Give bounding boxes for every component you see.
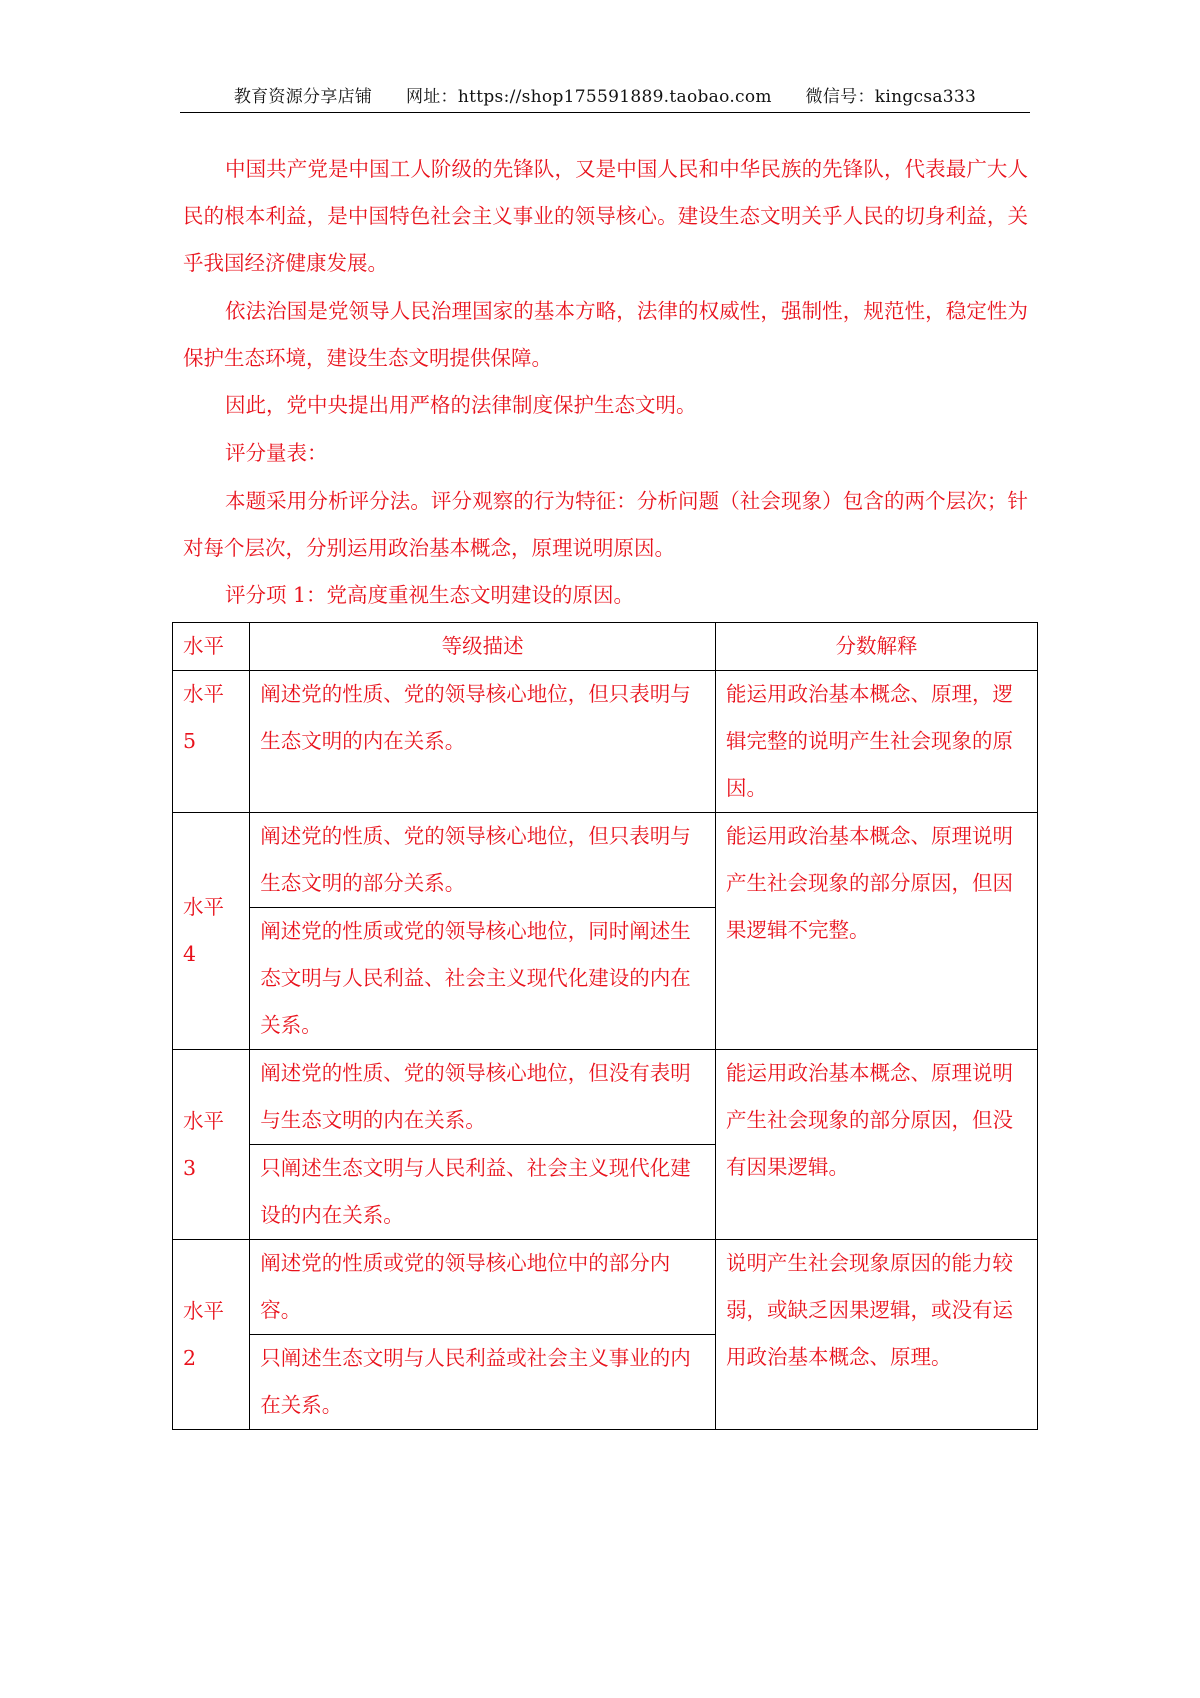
- page-header: [180, 82, 1030, 112]
- header-description: 等级描述: [250, 623, 716, 671]
- paragraph-scoring-item: 评分项 1：党高度重视生态文明建设的原因。: [225, 583, 635, 607]
- level-cell: 水平 4: [173, 813, 250, 1050]
- level-cell: 水平 2: [173, 1240, 250, 1430]
- score-cell: 能运用政治基本概念、原理，逻辑完整的说明产生社会现象的原因。: [716, 671, 1038, 813]
- header-wechat: 微信号：kingcsa333: [805, 87, 977, 107]
- score-cell: 能运用政治基本概念、原理说明产生社会现象的部分原因，但没有因果逻辑。: [716, 1050, 1038, 1240]
- paragraph-rule-of-law: 依法治国是党领导人民治理国家的基本方略，法律的权威性，强制性，规范性，稳定性为保护生态环境，建设生态文明提供保障。: [183, 299, 1028, 370]
- table-row: [173, 1050, 1038, 1145]
- table-row: [173, 813, 1038, 908]
- level-cell: 水平 5: [173, 671, 250, 813]
- description-cell: 阐述党的性质或党的领导核心地位，同时阐述生态文明与人民利益、社会主义现代化建设的内在关系。: [250, 908, 716, 1050]
- header-divider: [180, 112, 1030, 113]
- paragraph-conclusion: 因此，党中央提出用严格的法律制度保护生态文明。: [225, 393, 697, 417]
- score-cell: 能运用政治基本概念、原理说明产生社会现象的部分原因，但因果逻辑不完整。: [716, 813, 1038, 1050]
- header-website: 网址：https://shop175591889.taobao.com: [405, 87, 772, 107]
- description-cell: 阐述党的性质、党的领导核心地位，但只表明与生态文明的内在关系。: [250, 671, 716, 813]
- table-row: [173, 671, 1038, 813]
- paragraph-party-nature: 中国共产党是中国工人阶级的先锋队，又是中国人民和中华民族的先锋队，代表最广大人民的根本利益，是中国特色社会主义事业的领导核心。建设生态文明关乎人民的切身利益，关乎我国经济健康发展。: [183, 157, 1028, 275]
- level-cell: 水平 3: [173, 1050, 250, 1240]
- rubric-table: [172, 622, 1038, 1430]
- table-row: [173, 1240, 1038, 1335]
- description-cell: 阐述党的性质、党的领导核心地位，但没有表明与生态文明的内在关系。: [250, 1050, 716, 1145]
- paragraph-rubric-title: 评分量表：: [225, 441, 328, 465]
- header-score-explanation: 分数解释: [716, 623, 1038, 671]
- description-cell: 只阐述生态文明与人民利益或社会主义事业的内在关系。: [250, 1335, 716, 1430]
- table-header-row: [173, 623, 1038, 671]
- description-cell: 阐述党的性质、党的领导核心地位，但只表明与生态文明的部分关系。: [250, 813, 716, 908]
- header-level: 水平: [173, 623, 250, 671]
- paragraph-rubric-method: 本题采用分析评分法。评分观察的行为特征：分析问题（社会现象）包含的两个层次；针对每个层次，分别运用政治基本概念，原理说明原因。: [183, 489, 1028, 560]
- description-cell: 只阐述生态文明与人民利益、社会主义现代化建设的内在关系。: [250, 1145, 716, 1240]
- score-cell: 说明产生社会现象原因的能力较弱，或缺乏因果逻辑，或没有运用政治基本概念、原理。: [716, 1240, 1038, 1430]
- description-cell: 阐述党的性质或党的领导核心地位中的部分内容。: [250, 1240, 716, 1335]
- header-shop: 教育资源分享店铺: [233, 87, 373, 107]
